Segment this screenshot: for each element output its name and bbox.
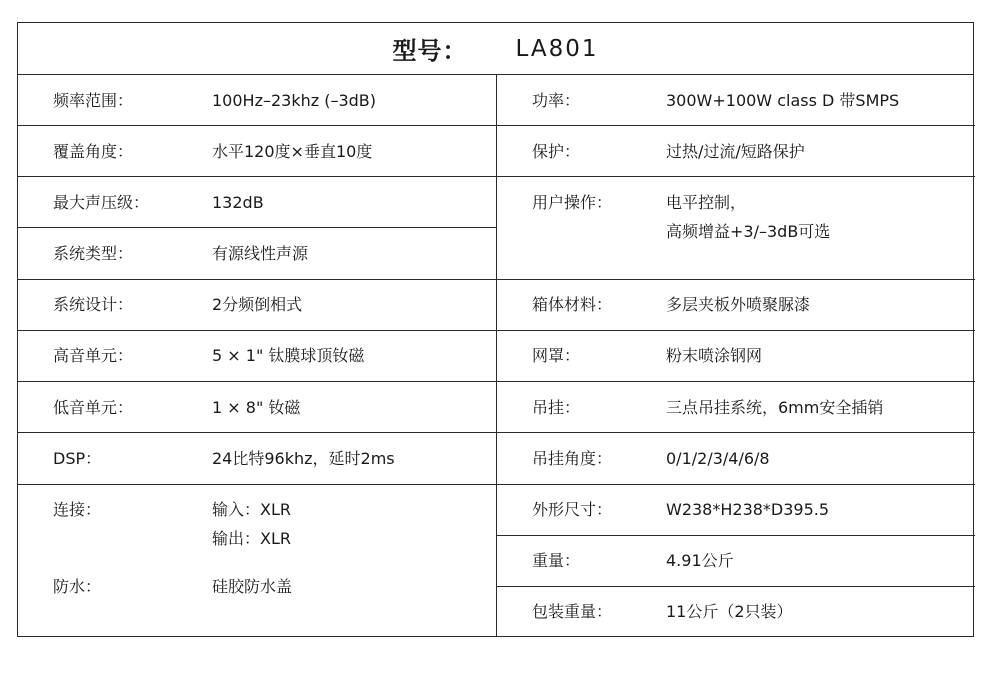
spec-key: 保护：	[532, 142, 581, 161]
spec-value: 4.91公斤	[666, 551, 734, 570]
row-divider	[496, 279, 975, 280]
spec-key: 低音单元：	[53, 398, 134, 417]
row-divider	[18, 432, 496, 433]
row-divider	[18, 125, 496, 126]
spec-value: 输入：XLR	[212, 500, 291, 519]
row-divider	[496, 176, 975, 177]
spec-value: 水平120度×垂直10度	[212, 142, 373, 161]
spec-value: 100Hz–23khz (–3dB)	[212, 91, 377, 110]
row-divider	[496, 381, 975, 382]
row-divider	[18, 227, 496, 228]
spec-value: W238*H238*D395.5	[666, 500, 830, 519]
spec-value: 1 × 8" 钕磁	[212, 398, 301, 417]
spec-value: 有源线性声源	[212, 244, 309, 263]
spec-value: 11公斤（2只装）	[666, 602, 793, 621]
spec-key: 最大声压级：	[53, 193, 150, 212]
spec-value: 5 × 1" 钛膜球顶钕磁	[212, 346, 365, 365]
spec-value: 2分频倒相式	[212, 295, 303, 314]
row-divider	[496, 330, 975, 331]
row-divider	[496, 484, 975, 485]
spec-key: 防水：	[53, 577, 102, 596]
spec-value: 三点吊挂系统，6mm安全插销	[666, 398, 884, 417]
spec-key: 功率：	[532, 91, 581, 110]
row-divider	[18, 484, 496, 485]
spec-key: 吊挂：	[532, 398, 581, 417]
spec-key: 吊挂角度：	[532, 449, 613, 468]
spec-key: 系统类型：	[53, 244, 134, 263]
row-divider	[496, 432, 975, 433]
table-title	[18, 23, 973, 75]
spec-key: 外形尺寸：	[532, 500, 613, 519]
spec-key: 包装重量：	[532, 602, 613, 621]
row-divider	[18, 279, 496, 280]
spec-value: 过热/过流/短路保护	[666, 142, 805, 161]
spec-value: 硅胶防水盖	[212, 577, 293, 596]
spec-key: DSP：	[53, 449, 102, 468]
row-divider	[496, 125, 975, 126]
spec-value: 24比特96khz，延时2ms	[212, 449, 395, 468]
model-number: LA801	[515, 35, 599, 62]
spec-value: 132dB	[212, 193, 264, 212]
spec-key: 系统设计：	[53, 295, 134, 314]
row-divider	[496, 535, 975, 536]
spec-key: 高音单元：	[53, 346, 134, 365]
model-label: 型号：	[392, 37, 468, 65]
spec-value: 粉末喷涂钢网	[666, 346, 763, 365]
spec-table	[17, 22, 974, 637]
spec-value: 300W+100W class D 带SMPS	[666, 91, 900, 110]
spec-key: 网罩：	[532, 346, 581, 365]
spec-value: 输出：XLR	[212, 529, 291, 548]
spec-value: 0/1/2/3/4/6/8	[666, 449, 770, 468]
row-divider	[496, 586, 975, 587]
spec-value: 高频增益+3/–3dB可选	[666, 222, 831, 241]
row-divider	[18, 381, 496, 382]
spec-key: 用户操作：	[532, 193, 613, 212]
row-divider	[18, 176, 496, 177]
spec-value: 多层夹板外喷聚脲漆	[666, 295, 811, 314]
spec-key: 覆盖角度：	[53, 142, 134, 161]
spec-value: 电平控制，	[666, 193, 747, 212]
spec-key: 频率范围：	[53, 91, 134, 110]
row-divider	[18, 330, 496, 331]
spec-key: 重量：	[532, 551, 581, 570]
spec-key: 箱体材料：	[532, 295, 613, 314]
spec-key: 连接：	[53, 500, 102, 519]
column-divider	[496, 74, 497, 636]
